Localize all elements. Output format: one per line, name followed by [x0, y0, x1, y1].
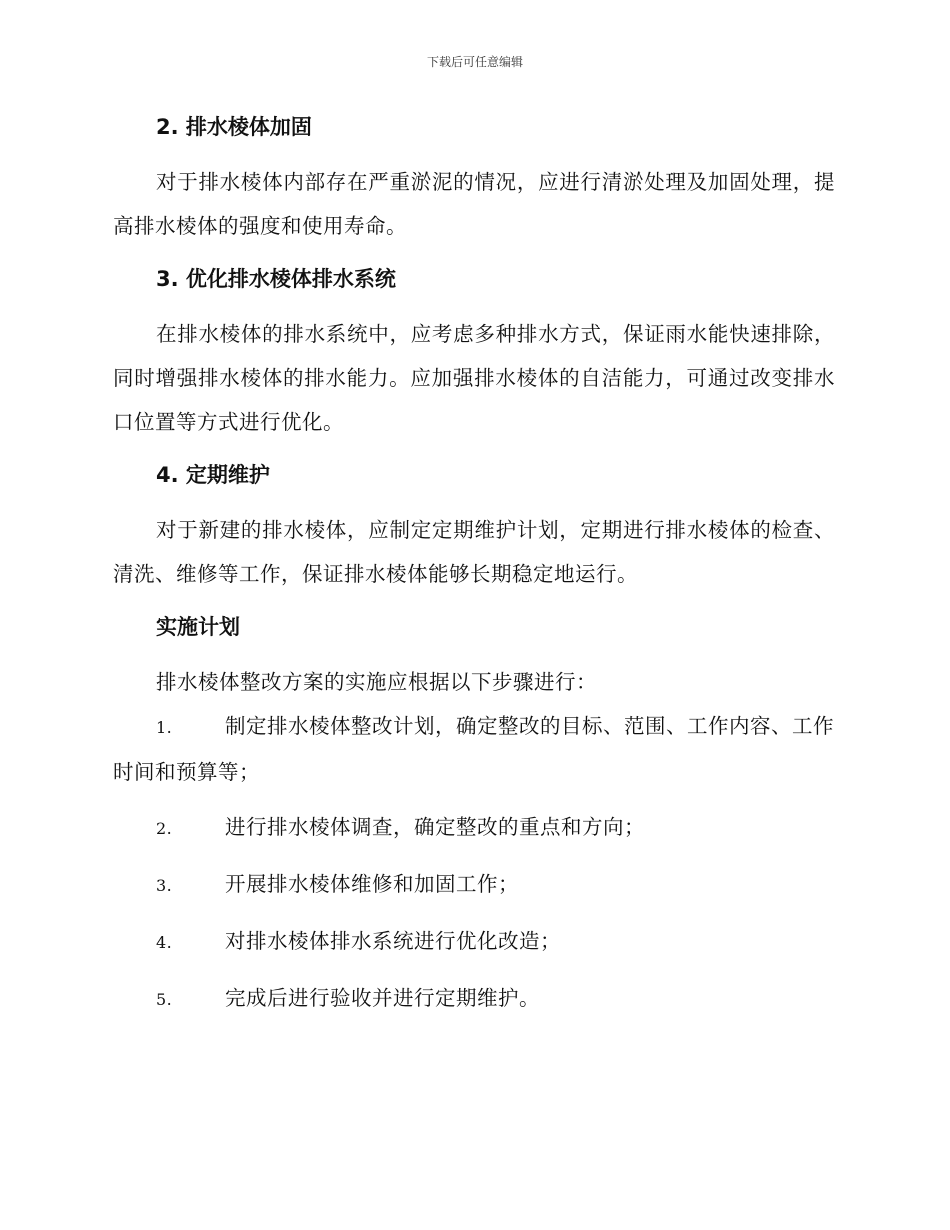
list-item-number: 5.	[156, 990, 173, 1009]
list-item	[113, 805, 835, 851]
header-note: 下载后可任意编辑	[426, 55, 523, 69]
list-item-text: 对排水棱体排水系统进行优化改造；	[225, 929, 561, 953]
section-paragraph: 对于排水棱体内部存在严重淤泥的情况，应进行清淤处理及加固处理，提高排水棱体的强度和使用寿命。	[113, 170, 835, 238]
section-paragraph: 在排水棱体的排水系统中，应考虑多种排水方式，保证雨水能快速排除，同时增强排水棱体的排水能力。应加强排水棱体的自洁能力，可通过改变排水口位置等方式进行优化。	[113, 322, 835, 434]
list-item	[113, 976, 835, 1022]
list-item-number: 4.	[156, 933, 173, 952]
section-heading: 3. 优化排水棱体排水系统	[156, 267, 396, 291]
list-item-text: 制定排水棱体整改计划，确定整改的目标、范围、工作内容、工作时间和预算等；	[113, 714, 834, 784]
list-item-text: 完成后进行验收并进行定期维护。	[225, 986, 540, 1010]
list-item-number: 3.	[156, 876, 173, 895]
list-item	[113, 862, 835, 908]
section-heading: 实施计划	[156, 615, 240, 639]
section-heading: 2. 排水棱体加固	[156, 115, 312, 139]
section-paragraph: 对于新建的排水棱体，应制定定期维护计划，定期进行排水棱体的检查、清洗、维修等工作，保证排水棱体能够长期稳定地运行。	[113, 518, 835, 586]
section-heading: 4. 定期维护	[156, 463, 270, 487]
document-body	[113, 108, 835, 1022]
list-item-text: 开展排水棱体维修和加固工作；	[225, 872, 519, 896]
list-item	[113, 704, 835, 794]
list-item-text: 进行排水棱体调查，确定整改的重点和方向；	[225, 815, 645, 839]
steps-list	[113, 704, 835, 1022]
list-item-number: 2.	[156, 819, 173, 838]
list-item	[113, 919, 835, 965]
section-paragraph: 排水棱体整改方案的实施应根据以下步骤进行：	[156, 670, 597, 694]
list-item-number: 1.	[156, 718, 173, 737]
